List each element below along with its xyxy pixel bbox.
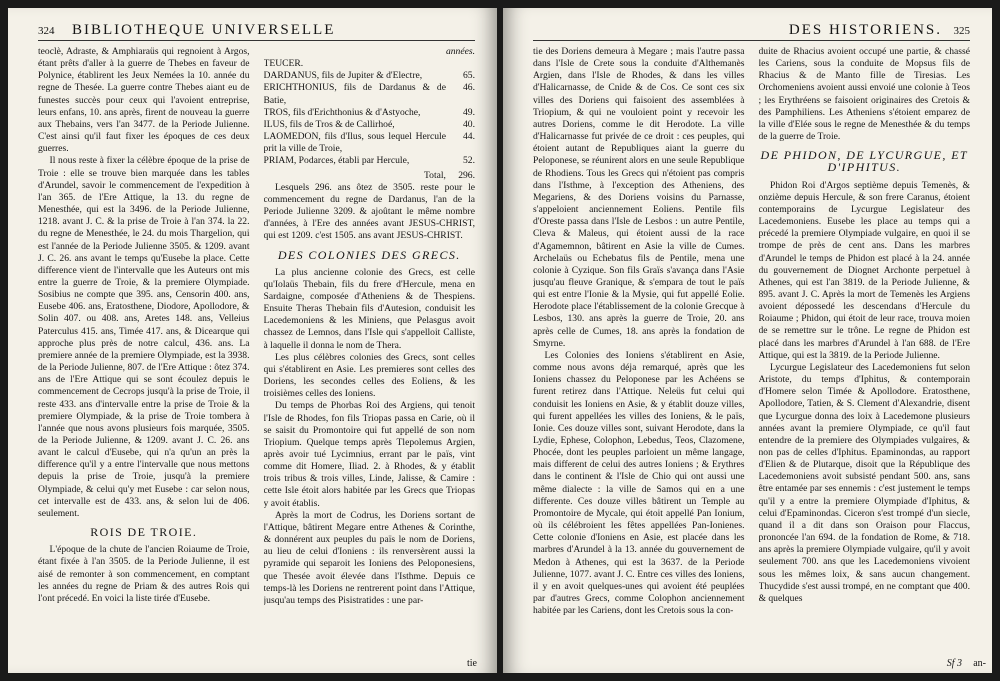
right-column-1 [533, 46, 745, 659]
kings-total-label: Total, [423, 169, 446, 181]
paragraph: Les plus célèbres colonies des Grecs, sont celles qui s'établirent en Asie. Les premieres sont celles des Doriens, les secondes celles des Eoliens, & les troisièmes celles des Ioniens. [263, 351, 475, 400]
left-columns [38, 46, 475, 659]
kings-years-header: années. [445, 46, 475, 57]
king-years [446, 58, 475, 70]
table-row [264, 155, 476, 167]
paragraph: Il nous reste à fixer la célèbre époque de la prise de Troie : elle se trouve bien marquée dans les tables d'Arundel, savoir le commencement de l'expedition à l'an 365. de l'Ere Attique, la 13. du regne de Menesthée, qui est la 3496. de la Periode Julienne, 1218. avant J. C. & la prise de Troie à l'an 374. la 22. du regne de Menesthée, le 24. du mois Thargelion, qui est l'année de la Periode Julienne 3505. & 1209. avant J. C. 26. ans avant le temps qu'Eusebe la place. Cette difference vient de l'intervalle que les Auteurs ont mis entre la guerre de Troie, & la premiere Olympiade. Sosibius ne compte que 395. ans, Censorin 400. ans, Eusebe 406. ans, Eratosthene, Diodore, Apollodore, & Solin 407. ou 408. ans, Aretes 148. ans, Velleius Paterculus 415. ans, Timée 417. ans, & Dicearque qui approche plus près de notre calcul, 436. ans. La premiere année de la premiere Olympiade, est la 3938. de la Periode Julienne, 807. de l'Ere Attique : ôtez 374. ans de l'Ere Attique qui se sont écoulez depuis le commencement de Cecrops jusqu'à la prise de Troie, il reste 433. ans d'intervalle entre la prise de Troie & la premiere Olympiade, & la prise de Troie tombera à l'année que nous avons plusieurs fois marquée, 3505. de la Periode Julienne, & 1209. avant J. C. 26. ans avant le calcul d'Eusebe, qui n'a qu'un an près la difference qu'il y a entre l'intervalle que nous mettons depuis la prise de Troie, jusqu'à la premiere Olympiade, & celui qu'y met Eusebe : car selon nous, cet intervalle est de 433. ans, & selon lui de 406. seulement. [38, 155, 250, 519]
table-row [264, 70, 476, 82]
section-title-rois: ROIS DE TROIE. [90, 525, 198, 540]
paragraph: La plus ancienne colonie des Grecs, est celle qu'Iolaüs Thebain, fils du frere d'Hercule, mena en Sardaigne, composée d'Atheniens & de Thespiens. Ensuite Theras Thebain fils d'Autesion, conduisit les Lacedemoniens & les Miniens, que Pelasgus avoit chassez de Lemnos, dans l'Isle qui s'appelloit Calliste, à laquelle il donna le nom de Thera. [263, 266, 475, 351]
kings-total-row [264, 168, 476, 182]
right-catchword: an- [973, 658, 986, 669]
left-catchword: tie [467, 658, 477, 669]
paragraph: L'époque de la chute de l'ancien Roiaume de Troie, étant fixée à l'an 3505. de la Periode Julienne, il est aisé de remonter à son commencement, en comptant les années du regne de Priam & des autres Rois qui l'ont précedé. En voici la liste tirée d'Eusebe. [38, 544, 250, 604]
right-column-2 [759, 46, 971, 659]
paragraph: Du temps de Phorbas Roi des Argiens, qui tenoit l'Isle de Rhodes, fon fils Triopas passa en Carie, où il se saisit du Promontoire qui fut appellé de son nom Triopium. Quelque temps après Tlepolemus Argien, après avoir tué Lycimnius, errant par le païs, vint comme dit Homere, Iliad. 2. à Rhodes, & y établit trois tribus & trois villes, Linde, Jalisse, & Camire : cette Isle étoit alors habitée par les Grecs que Triopas y avoit établis. [263, 400, 475, 509]
left-page [8, 8, 497, 673]
left-running-title: BIBLIOTHEQUE UNIVERSELLE [72, 22, 336, 38]
paragraph: Phidon Roi d'Argos septième depuis Temenès, & onzième depuis Hercule, & son frere Caranus, étoient contemporains de Lycurgue Legislateur des Lacedemoniens. Eusebe les place au temps qui a précedé la premiere Olympiade vulgaire, en quoi il se trompe de près de cent ans. Dans les marbres d'Arundel le temps de Phidon est placé à la 24. année du gouvernement de Diognet Archonte perpetuel à Athenes, qui est l'an 3819. de la Periode Julienne, & 895. avant J. C. Après la mort de Temenès les Argiens avoient dépossedé les descendans d'Hercule du Roiaume ; Phidon, qui étoit de leur race, trouva moien de se remettre sur le trône. Le regne de Phidon est placé dans les marbres d'Arundel à l'an 688. de l'Ere Attique, qui est la 3819. de la Periode Julienne. [758, 179, 970, 361]
paragraph: Lesquels 296. ans ôtez de 3505. reste pour le commencement du regne de Dardanus, l'an de la Periode Julienne 3209. & ajoûtant le même nombre d'années, à l'Ere des années avant JESUS-CHRIST, qui est 1209. c'est 1505. ans avant JESUS-CHRIST. [263, 181, 475, 242]
king-years: 44. [463, 131, 475, 143]
paragraph: teoclè, Adraste, & Amphiaraüs qui regnoient à Argos, étant prêts d'aller à la guerre de Thebes en faveur de Polynice, établirent les Jeux Nemées la 10. année du regne de Thesée. La guerre contre Thebes aiant eu de funestes succès pour ceux qui l'avoient entreprise, leurs enfans, 10. ans après, firent de nouveau la guerre aux Thebains, vers l'an 3477. de la Periode Julienne. C'est ainsi qu'il faut fixer les époques de ces deux guerres. [38, 46, 250, 155]
left-column-1 [38, 46, 250, 659]
signature-mark: Sf 3 [946, 658, 962, 669]
right-columns [533, 46, 970, 659]
king-name: TROS, fils d'Erichthonius & d'Astyoche, [263, 106, 421, 118]
paragraph: duite de Rhacius avoient occupé une partie, & chassé les Cariens, sous la conduite de Mopsus fils de Rhacius & de Manto fille de Tiresias. Les Orchomeniens avoient aussi envoié une colonie à Teos ; les Erythréens se faisoient originaires des Cretois & des Pamphiliens. Les Atheniens s'étoient emparez de la ville d'Elée sous le regne de Menesthée & du temps de la guerre de Troie. [758, 46, 970, 143]
king-name: ILUS, fils de Tros & de Callirhoé, [263, 118, 395, 130]
king-years: 40. [463, 118, 475, 130]
king-years: 46. [463, 82, 475, 94]
section-title-phidon: DE PHIDON, DE LYCURGUE, ET D'IPHITUS. [760, 148, 968, 175]
king-name: DARDANUS, fils de Jupiter & d'Electre, [263, 70, 423, 82]
left-column-2 [264, 46, 476, 659]
right-head-rule [533, 40, 970, 41]
table-row [264, 119, 476, 131]
table-row [264, 107, 476, 119]
kings-table [264, 46, 476, 182]
paragraph: Après la mort de Codrus, les Doriens sortant de l'Attique, bâtirent Megare entre Athenes & Corinthe, & donnérent aux peuples du païs le nom de Doriens, au lieu de celui d'Ioniens : ils renversèrent aussi la pyramide qui separoit les Ioniens des Peloponesiens, que Thesée avoit élevée dans l'Isthme. Depuis ce temps-là les Doriens ne rentrerent point dans l'Attique, jusqu'au temps des Pisistratides : une par- [263, 509, 475, 606]
king-years: 52. [463, 155, 475, 167]
right-page [503, 8, 992, 673]
section-title-colonies: DES COLONIES DES GRECS. [277, 247, 461, 262]
right-running-head [533, 22, 970, 40]
king-name: LAOMEDON, fils d'Ilus, sous lequel Hercule prit la ville de Troie, [263, 131, 446, 155]
paragraph: tie des Doriens demeura à Megare ; mais l'autre passa dans l'Isle de Crete sous la conduite d'Althemanès Argien, dans l'Isle de Rhodes, & dans les villes d'Halicarnasse, de Cnide & de Cos. Ce sont ces six villes des Doriens qui faisoient des assemblées à Triopium, & qui ne vouloient point y recevoir les autres Doriens, comme le dit Herodote. La ville d'Halicarnasse fut privée de ce droit : ces peuples, qui étoient autant de Republiques aiant la guerre du Peloponese, se réunirent alors en une seule Republique de Rhodiens. Tous les Grecs qui n'étoient pas compris dans l'Isthme, à l'exception des Atheniens, des Megariens, & des Doriens voisins du Parnasse, s'appeloient anciennement Eoliens. Pentile fils d'Oreste passa dans l'Isle de Lesbos : un autre Pentile, Cleva & Maleus, qui étoient aussi de la race d'Agamemnon, bâtirent en Asie la ville de Cumes. Archelaüs ou Echebatus fils de Pentile, mena une colonie à Cyzique. Son fils Graïs s'avança dans l'Asie jusqu'au fleuve Granique, & s'empara de tout le païs qui est entre l'Ionie & la Mysie, qui fut appellé Eolie. Herodote place l'établissement de la colonie Grecque à Lesbos, 130. ans après la guerre de Troie, 20. ans après celle de Cumes, 18. ans après la fondation de Smyrne. [533, 46, 745, 349]
book-spread [8, 8, 992, 673]
kings-total-value: 296. [458, 169, 475, 181]
table-row [264, 58, 476, 70]
king-years: 65. [463, 70, 475, 82]
king-name: PRIAM, Podarces, établi par Hercule, [263, 155, 410, 167]
left-page-number: 324 [38, 25, 55, 37]
table-row [264, 82, 476, 106]
left-head-rule [38, 40, 475, 41]
right-page-number: 325 [953, 25, 970, 37]
king-name: ERICHTHONIUS, fils de Dardanus & de Batie, [263, 82, 446, 106]
table-row [264, 131, 476, 155]
paragraph: Les Colonies des Ioniens s'établirent en Asie, comme nous avons déja remarqué, après que les Ioniens chassez du Peloponese par les Achéens se furent retirez dans l'Attique. Neleüs fut celui qui conduisit les Ioniens en Asie, & y établit douze villes, qui furent appellées les villes des Ioniens, & le païs, Ionie. Ces douze villes sont, suivant Herodote, dans la Lydie, Ephese, Colophon, Lebedus, Teos, Clazomene, Phocée, dont les peuples parloient un même langage, mais different de celui des autres Ioniens ; & Erythres dans le continent & l'Isle de Chio qui ont aussi une même dialecte : la ville de Samos qui en a une differente. Ces douze villes bâtirent un Temple au Promontoire de Mycale, qui étoit appellé Pan Ionium, où ils célébroient les fêtes appellées Pan-Ionienes. Cette colonie d'Ioniens en Asie, est placée dans les marbres d'Arundel à la 13. année du gouvernement de Medon à Athenes, qui est la 3637. de la Periode Julienne, 1077. avant J. C. Entre ces villes des Ioniens, il y en avoit quelques-unes qui avoient été peuplées par d'autres Grecs, comme Colophon anciennement habitée par les Cariens, dont les Cretois sous la con- [533, 349, 745, 617]
paragraph: Lycurgue Legislateur des Lacedemoniens fut selon Aristote, du temps d'Iphitus, & contemporain d'Homere selon Timée & Apollodore. Eratosthene, Apollodore, Tatien, & S. Clement d'Alexandrie, disent que Lycurgue donna des loix à Lacedemone plusieurs années avant la premiere Olympiade, ce qu'il faut entendre de la premiere des Olympiades vulgaires, & non pas de celles d'Iphitus. Epaminondas, au rapport d'Elien & de Plutarque, disoit que la République des Lacedemoniens avoit subsisté pendant 500. ans, sans être entamée par ses ennemis : c'est justement le temps qu'il y a entre la premiere Olympiade d'Iphitus, & celui d'Epaminondas. Ciceron s'est trompé d'un siecle, quand il a dit dans son Oraison pour Flaccus, prononcée l'an 694. de la fondation de Rome, & 718. ans après la premiere Olympiade vulgaire, qu'il y avoit seulement 700. ans que les Lacedemoniens vivoient sous les mêmes loix, & sans aucun changement. Thucydide s'est aussi trompé, en ne comptant que 400. & quelques [758, 361, 970, 604]
king-name: TEUCER. [263, 58, 304, 70]
right-running-title: DES HISTORIENS. [788, 22, 942, 38]
king-years: 49. [463, 106, 475, 118]
left-running-head [38, 22, 475, 40]
